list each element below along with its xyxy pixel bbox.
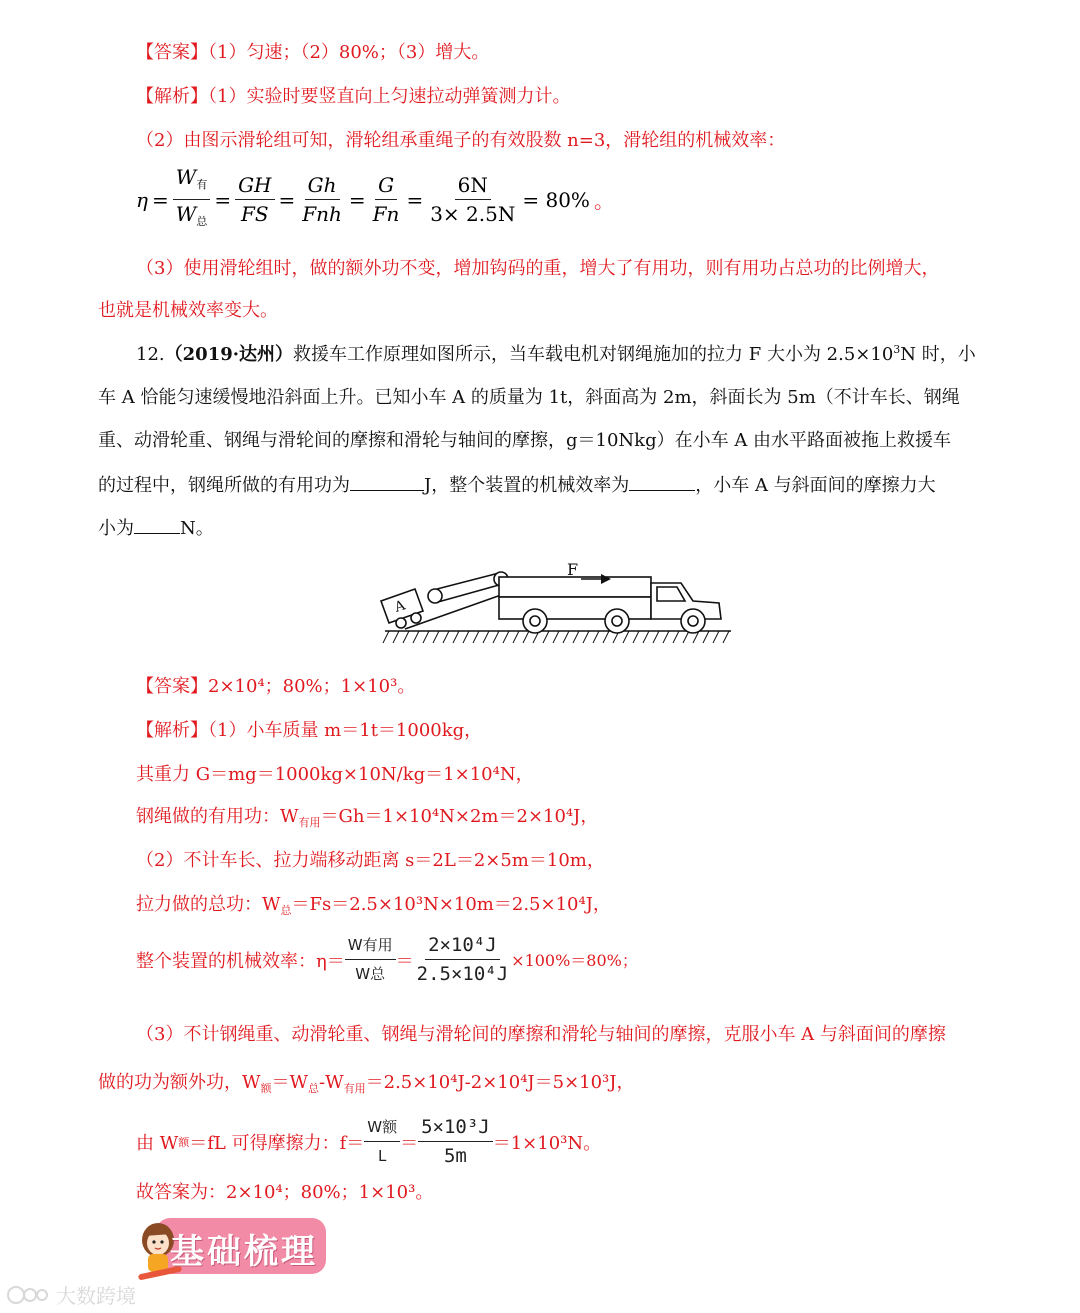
fraction-numerator: 5×10³J <box>418 1116 493 1142</box>
formula-equals: = <box>151 187 169 212</box>
exponent: 3 <box>893 343 901 356</box>
fraction-denominator: L <box>377 1147 387 1165</box>
analysis-text: ＝Fs＝2.5×10³N×10m＝2.5×10⁴J， <box>291 894 611 915</box>
tow-truck-diagram <box>375 555 735 649</box>
formula-fraction-4 <box>370 174 403 225</box>
answer-12-line <box>136 674 415 700</box>
watermark-logo-icon <box>6 1283 50 1307</box>
analysis-11-line-3b: 也就是机械效率变大。 <box>98 300 278 321</box>
fraction-denominator: 5m <box>443 1145 467 1167</box>
formula-f2-num: GH <box>235 174 274 200</box>
ground-hatching <box>383 631 729 643</box>
formula-f5-num: 6N <box>455 174 491 200</box>
formula-fraction-5 <box>427 174 518 225</box>
analysis-12-line-10: 故答案为：2×10⁴；80%；1×10³。 <box>136 1182 434 1203</box>
answer-11-line <box>136 40 489 66</box>
analysis-12-line-5 <box>136 892 611 924</box>
formula-equals: = <box>406 187 424 212</box>
analysis-12-line-7: （3）不计钢绳重、动滑轮重、钢绳与滑轮间的摩擦和滑轮与轴间的摩擦，克服小车 A 与斜面间的摩擦 <box>136 1024 946 1045</box>
analysis-12-line-4: （2）不计车长、拉力端移动距离 s＝2L＝2×5m＝10m， <box>136 850 605 871</box>
fraction-denominator: 2.5×10⁴J <box>416 963 509 985</box>
cart-a-wheel <box>411 613 421 623</box>
section-badge <box>130 1212 330 1282</box>
force-label: F <box>567 560 579 579</box>
question-12-line-3: 重、动滑轮重、钢绳与滑轮间的摩擦和滑轮与轴间的摩擦，g＝10Nkg）在小车 A 由水平路面被拖上救援车 <box>98 430 952 451</box>
subscript: 有用 <box>298 816 321 829</box>
analysis-12-line-8 <box>98 1070 635 1102</box>
answer-blank-efficiency[interactable] <box>629 472 695 491</box>
formula-f2-den: FS <box>241 202 269 226</box>
formula-sub-zong: 总 <box>196 215 208 228</box>
work-ratio-fraction <box>414 934 512 985</box>
analysis-12-line-9 <box>136 1116 601 1167</box>
analysis-text: 拉力做的总功：W <box>136 894 281 915</box>
formula-f3-num: Gh <box>305 174 340 200</box>
truck-wheel <box>681 609 705 633</box>
analysis-text: ＝W <box>271 1072 309 1093</box>
analysis-text: -W <box>319 1072 344 1093</box>
analysis-12-line-3 <box>136 804 598 836</box>
answer-text: （1）匀速；（2）80%；（3）增大。 <box>208 42 490 63</box>
question-12-line-2: 车 A 恰能匀速缓慢地沿斜面上升。已知小车 A 的质量为 1t，斜面高为 2m，斜面长为 5m（不计车长、钢绳 <box>98 387 960 408</box>
friction-value-fraction <box>418 1116 493 1167</box>
subscript: 总 <box>280 904 292 917</box>
fraction-numerator: W额 <box>364 1116 400 1142</box>
subscript: 总 <box>308 1082 320 1095</box>
formula-w: W <box>175 165 197 189</box>
formula-result: = 80% <box>522 187 590 212</box>
question-text: ，小车 A 与斜面间的摩擦力大 <box>695 475 936 496</box>
question-text: 的过程中，钢绳所做的有用功为 <box>98 475 350 496</box>
analysis-11-line-3a: （3）使用滑轮组时，做的额外功不变，增加钩码的重，增大了有用功，则有用功占总功的比例增大， <box>136 258 940 279</box>
question-text: N 时，小 <box>900 344 976 365</box>
cart-a-wheel <box>396 618 406 628</box>
question-text: N。 <box>180 518 214 539</box>
formula-f4-den: Fn <box>372 202 400 226</box>
formula-sub-you: 有 <box>196 178 208 191</box>
cart-a-label: A <box>392 597 408 616</box>
watermark-text: 大数跨境 <box>56 1284 136 1308</box>
friction-fraction <box>364 1116 400 1167</box>
formula-eta: η <box>136 187 148 212</box>
formula-f3-den: Fnh <box>302 202 342 226</box>
formula-equals: = <box>278 187 296 212</box>
formula-equals: = <box>348 187 366 212</box>
watermark <box>6 1280 136 1309</box>
subscript: 额 <box>178 1135 190 1149</box>
formula-fraction-1 <box>173 166 211 233</box>
answer-text: 2×10⁴；80%；1×10³。 <box>208 676 416 697</box>
answer-label: 【答案】 <box>136 676 208 697</box>
analysis-text: ＝1×10³N。 <box>492 1132 602 1154</box>
formula-f5-den: 3× 2.5N <box>430 202 516 226</box>
analysis-text: 做的功为额外功，W <box>98 1072 261 1093</box>
formula-w: W <box>175 202 197 226</box>
truck-wheel <box>523 609 547 633</box>
formula-fraction-2 <box>235 174 274 225</box>
badge-title: 基础梳理 <box>170 1232 318 1272</box>
analysis-text: 整个装置的机械效率：η＝ <box>136 950 345 972</box>
analysis-label: 【解析】 <box>136 720 208 741</box>
truck-bed <box>499 577 651 597</box>
question-number: 12. <box>136 344 165 365</box>
equals-sign: ＝ <box>400 1132 419 1154</box>
analysis-11-line-2: （2）由图示滑轮组可知，滑轮组承重绳子的有效股数 n=3，滑轮组的机械效率： <box>136 130 786 151</box>
question-text: 救援车工作原理如图所示，当车载电机对钢绳施加的拉力 F 大小为 2.5×10 <box>293 344 894 365</box>
question-text: J，整个装置的机械效率为 <box>424 475 630 496</box>
question-12-line-5 <box>98 515 214 542</box>
analysis-text: 钢绳做的有用功：W <box>136 806 299 827</box>
analysis-label: 【解析】 <box>136 86 208 107</box>
formula-equals: = <box>214 187 232 212</box>
rope <box>437 573 499 589</box>
analysis-text: ×100%＝80%； <box>511 951 638 970</box>
analysis-12-line-1 <box>136 718 482 744</box>
answer-blank-useful-work[interactable] <box>350 472 424 491</box>
equals-sign: ＝ <box>395 950 414 972</box>
subscript: 额 <box>260 1082 272 1095</box>
answer-blank-friction[interactable] <box>134 515 180 534</box>
fraction-numerator: 2×10⁴J <box>425 934 500 960</box>
question-12-line-1 <box>136 342 976 368</box>
formula-fraction-3 <box>299 174 345 225</box>
analysis-11-step-1: （1）实验时要竖直向上匀速拉动弹簧测力计。 <box>208 86 571 107</box>
analysis-12-step-1: （1）小车质量 m＝1t＝1000kg， <box>208 720 483 741</box>
analysis-text: ＝Gh＝1×10⁴N×2m＝2×10⁴J， <box>320 806 599 827</box>
efficiency-fraction <box>345 934 396 985</box>
formula-f4-num: G <box>375 174 397 200</box>
question-12-line-4 <box>98 472 936 499</box>
subscript: 有用 <box>343 1082 366 1095</box>
fraction-denominator: W总 <box>355 965 386 983</box>
analysis-12-line-6 <box>136 934 638 985</box>
analysis-12-line-2: 其重力 G＝mg＝1000kg×10N/kg＝1×10⁴N， <box>136 764 534 785</box>
analysis-text: ＝fL 可得摩擦力：f＝ <box>189 1132 365 1154</box>
analysis-11-line-1 <box>136 84 570 110</box>
fraction-numerator: W有用 <box>345 934 396 960</box>
answer-label: 【答案】 <box>136 42 208 63</box>
formula-end: 。 <box>593 189 614 213</box>
analysis-text: ＝2.5×10⁴J-2×10⁴J＝5×10³J， <box>365 1072 635 1093</box>
question-text: 小为 <box>98 518 134 539</box>
analysis-text: 由 W <box>136 1132 179 1154</box>
truck-wheel <box>605 609 629 633</box>
efficiency-formula <box>136 166 614 233</box>
question-source: （2019·达州） <box>164 344 294 365</box>
